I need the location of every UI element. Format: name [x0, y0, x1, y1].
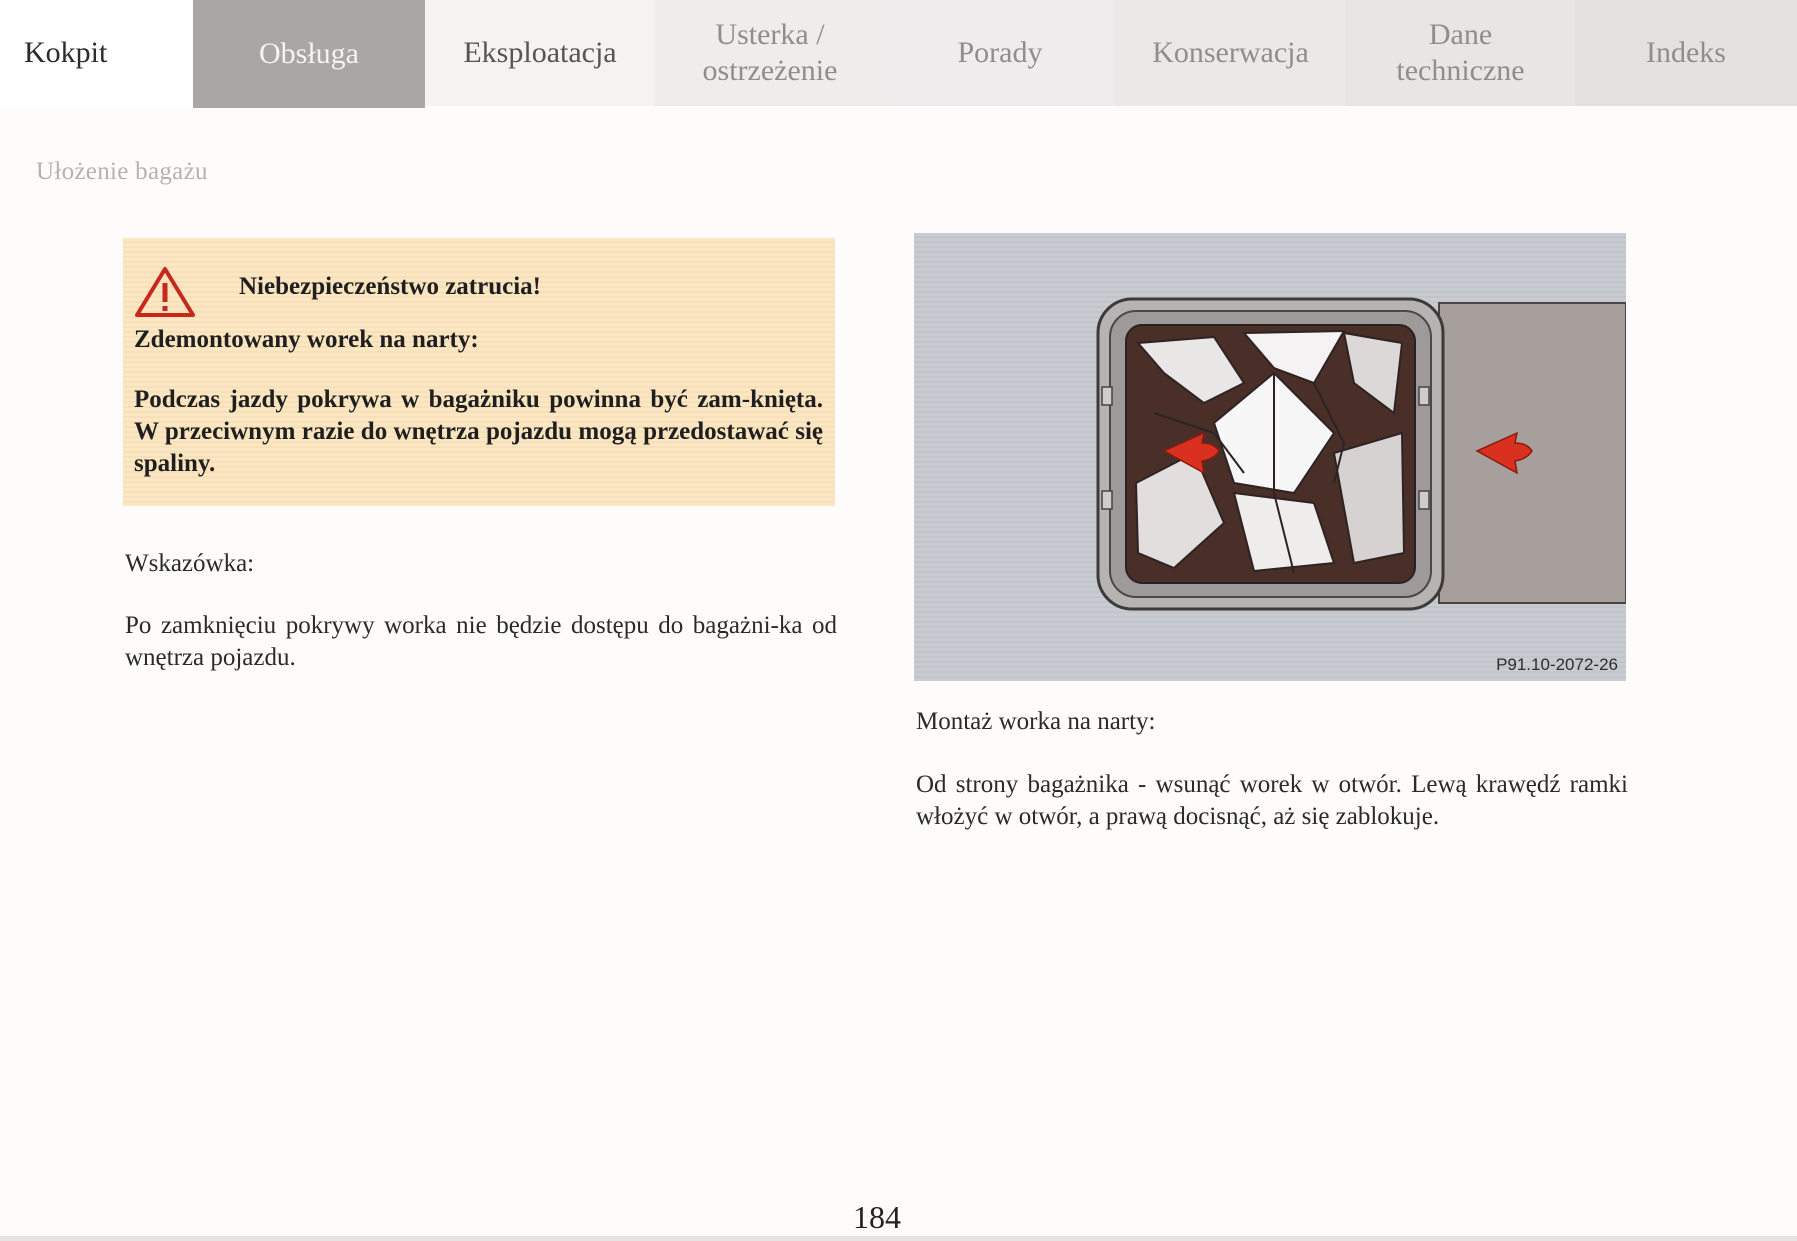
chapter-tab-bar [0, 0, 1797, 108]
instructions-text: Od strony bagażnika - wsunąć worek w otwór. Lewą krawędź ramki włożyć w otwór, a prawą docisnąć, aż się zablokuje. [916, 771, 1628, 830]
tab-dane-techniczne[interactable] [1346, 0, 1575, 106]
figure-caption: Montaż worka na narty: [916, 708, 1156, 735]
tab-label: Eksploatacja [463, 36, 617, 69]
tab-label-line1: Usterka / [715, 18, 825, 51]
ski-bag-illustration [914, 233, 1626, 681]
figure-code: P91.10-2072-26 [1496, 655, 1618, 674]
tab-kokpit[interactable] [0, 0, 193, 106]
cover-panel [1439, 303, 1626, 603]
tab-label: Porady [957, 36, 1043, 69]
tab-label: Konserwacja [1152, 36, 1309, 69]
warning-triangle-icon [134, 266, 196, 318]
tab-label-line2: techniczne [1396, 54, 1525, 87]
tab-eksploatacja[interactable] [425, 0, 655, 106]
warning-body: Podczas jazdy pokrywa w bagażniku powinna być zam-knięta. W przeciwnym razie do wnętrza pojazdu mogą przedostawać się spaliny. [134, 386, 823, 477]
warning-subtitle: Zdemontowany worek na narty: [134, 326, 479, 353]
page-number: 184 [853, 1199, 901, 1235]
frame-clip [1419, 491, 1429, 509]
frame-clip [1419, 387, 1429, 405]
bottom-strip [0, 1236, 1797, 1241]
tab-label: Indeks [1646, 36, 1726, 69]
tab-label-line2: ostrzeżenie [702, 54, 838, 87]
tab-obsluga[interactable] [193, 0, 425, 108]
note-label: Wskazówka: [125, 550, 255, 577]
ski-bag-figure [914, 233, 1626, 681]
note-text: Po zamknięciu pokrywy worka nie będzie dostępu do bagażni-ka od wnętrza pojazdu. [125, 612, 837, 671]
frame-clip [1102, 491, 1112, 509]
frame-clip [1102, 387, 1112, 405]
tab-konserwacja[interactable] [1115, 0, 1346, 106]
tab-label-line1: Dane [1428, 18, 1493, 51]
warning-header [134, 266, 823, 318]
tab-porady[interactable] [885, 0, 1115, 106]
tab-indeks[interactable] [1575, 0, 1797, 106]
warning-title: Niebezpieczeństwo zatrucia! [239, 273, 541, 300]
tab-label: Obsługa [259, 37, 359, 70]
section-heading: Ułożenie bagażu [36, 158, 208, 185]
tab-usterka-ostrzezenie[interactable] [655, 0, 885, 106]
tab-label: Kokpit [24, 36, 108, 69]
warning-box [123, 238, 835, 506]
